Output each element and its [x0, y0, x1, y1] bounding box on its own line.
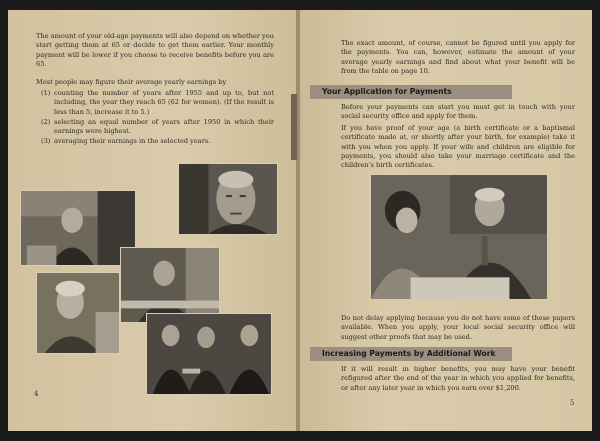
earnings-steps-list: [41, 89, 274, 147]
right-paragraph-5: If it will result in higher benefits, you may have your benefit refigured after the end of the year in which you applied for benefits, or after any later year in which you earn over $1,200.: [341, 365, 575, 392]
list-item-number: (2): [41, 117, 51, 126]
booklet-spread: [8, 10, 592, 431]
list-item-number: (3): [41, 137, 51, 146]
list-item-text: selecting an equal number of years after 1950 in which their earnings were highest.: [54, 117, 274, 136]
list-item-text: averaging their earnings in the selected years.: [54, 137, 211, 146]
heading-increasing-payments: Increasing Payments by Additional Work: [310, 347, 512, 361]
left-paragraph-2: Most people may figure their average yearly earnings by: [36, 78, 227, 86]
left-paragraph-1: The amount of your old-age payments will also depend on whether you start getting them at 65 or decide to get them earlier. Your monthly payment will be lower if you choose to receive benefits before you are 65.: [36, 32, 274, 68]
left-page: [8, 10, 298, 431]
right-paragraph-3: If you have proof of your age (a birth certificate or a baptismal certificate made at, or shortly after your birth, for example) take it with you when you apply. If your wife and children are eligible for payments, you should also take your marriage certificate and the children's birth certificates.: [341, 124, 575, 170]
list-item-number: (1): [41, 89, 51, 97]
photo-elderly-woman: [36, 272, 120, 354]
right-paragraph-1: The exact amount, of course, cannot be figured until you apply for the payments. You can, however, estimate the amount of your average yearly earnings and find about what your benefit will be from the table on page 10.: [341, 39, 575, 75]
list-item: [41, 89, 274, 117]
photo-woman-at-desk: [20, 190, 136, 266]
left-page-number: 4: [34, 390, 39, 398]
list-item: [41, 118, 274, 137]
list-item: [41, 137, 274, 146]
right-paragraph-4: Do not delay applying because you do not have some of these papers available. When you apply, your local social security office will suggest other proofs that may be used.: [341, 314, 575, 341]
photo-men-shaking-hands: [146, 313, 272, 395]
right-page: [300, 10, 592, 431]
photo-man-at-counter: [120, 247, 220, 323]
photo-applicant-with-clerk: [370, 174, 548, 300]
left-edge-tab: [291, 94, 297, 160]
photo-elderly-man-portrait: [178, 163, 278, 235]
right-paragraph-2: Before your payments can start you must get in touch with your social security office and apply for them.: [341, 103, 575, 121]
heading-application-for-payments: Your Application for Payments: [310, 85, 512, 99]
list-item-text: counting the number of years after 1955 and up to, but not including, the year they reach 65 (62 for women). (If the result is less than 5, increase it to 5.): [54, 89, 274, 116]
right-page-number: 5: [570, 399, 575, 407]
